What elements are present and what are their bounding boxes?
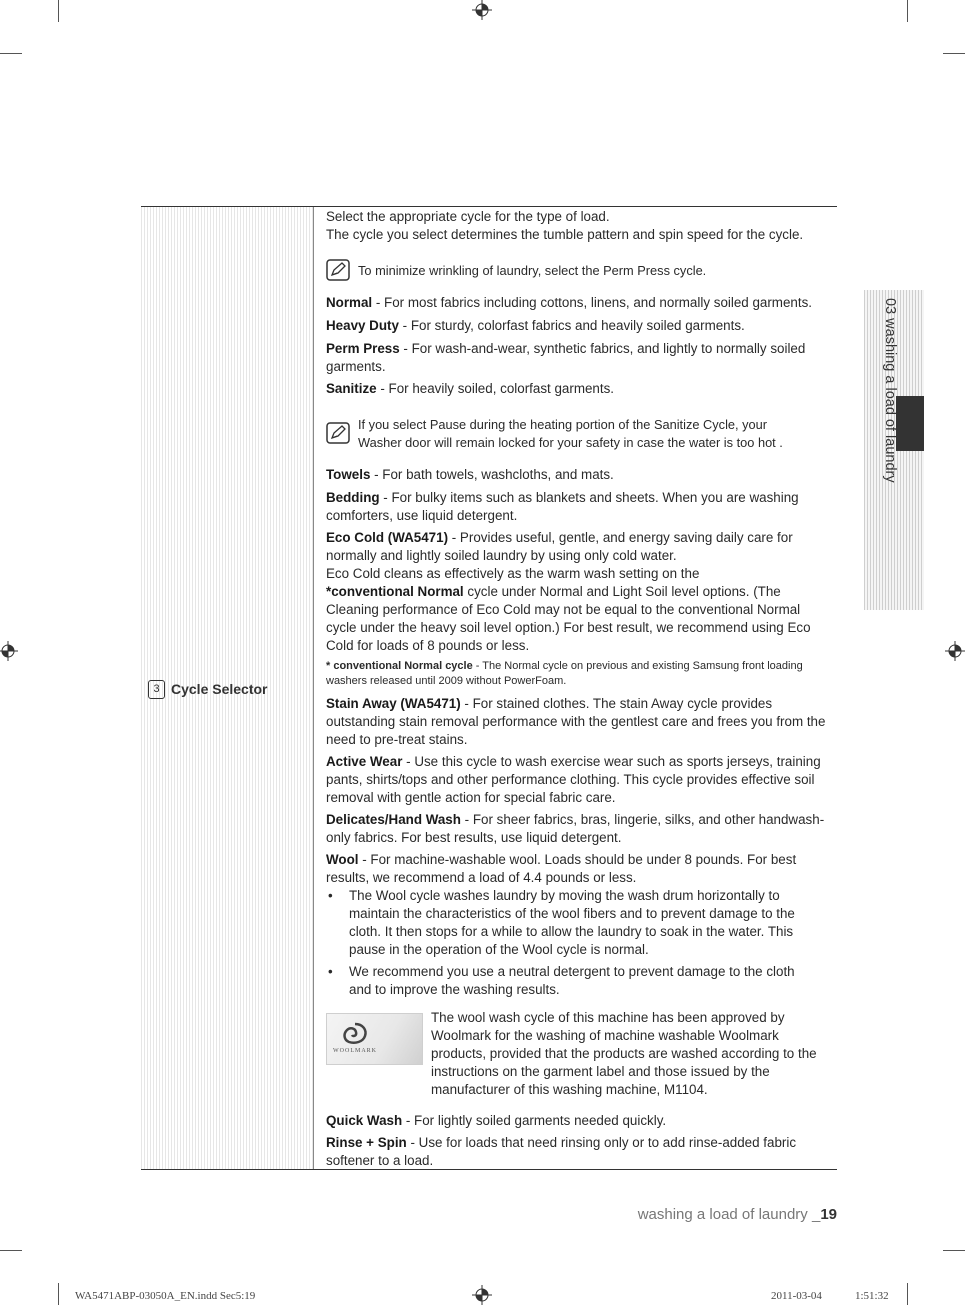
list-item: [328, 963, 818, 1001]
wool-bullet-2: We recommend you use a neutral detergent to prevent damage to the cloth and to improve the washing results.: [349, 964, 795, 997]
note-sanitize-pause: If you select Pause during the heating portion of the Sanitize Cycle, your Washer door will remain locked for your safety in case the water is too hot .: [358, 417, 783, 450]
note-perm-press: To minimize wrinkling of laundry, select the Perm Press cycle.: [358, 263, 707, 278]
section-heading: [148, 678, 268, 700]
bullet-icon: •: [328, 888, 333, 903]
print-slug-file: WA5471ABP-03050A_EN.indd Sec5:19: [75, 1290, 256, 1302]
footnote-conventional-normal: * conventional Normal cycle - The Normal cycle on previous and existing Samsung front loading washers released until 2009 without PowerFoam.: [326, 660, 803, 687]
crop-mark: [58, 1283, 59, 1305]
registration-mark-icon: [472, 0, 492, 20]
crop-mark: [0, 1250, 22, 1251]
section-title: Cycle Selector: [171, 681, 268, 697]
registration-mark-icon: [472, 1285, 492, 1305]
eco-cold-detail: Eco Cold cleans as effectively as the warm wash setting on the *conventional Normal cycle under Normal and Light Soil level options. (The Cleaning performance of Eco Cold may not be equal to the conventional Normal cycle under the heavy soil level option.) For best result, we recommend using Eco Cold for loads of 8 pounds or less.: [326, 566, 811, 653]
cycle-sanitize: Sanitize - For heavily soiled, colorfast garments.: [326, 381, 615, 396]
cycle-towels: Towels - For bath towels, washcloths, and mats.: [326, 467, 614, 482]
bullet-icon: •: [328, 964, 333, 979]
cycle-stain-away: Stain Away (WA5471) - For stained clothes. The stain Away cycle provides outstanding stain removal performance with the gentlest care and frees you from the need to pre-treat stains.: [326, 696, 826, 747]
cycle-heavy-duty: Heavy Duty - For sturdy, colorfast fabrics and heavily soiled garments.: [326, 318, 745, 333]
crop-mark: [943, 53, 965, 54]
page-footer: washing a load of laundry _19: [637, 1206, 837, 1223]
woolmark-logo: [326, 1013, 423, 1065]
note-pencil-icon: [326, 422, 350, 444]
crop-mark: [907, 0, 908, 22]
cycle-wool: Wool - For machine-washable wool. Loads should be under 8 pounds. For best results, we recommend a load of 4.4 pounds or less.: [326, 852, 797, 885]
registration-mark-icon: [0, 641, 18, 661]
chapter-tab-label: 03 washing a load of laundry: [882, 298, 898, 483]
crop-mark: [907, 1283, 908, 1305]
cycle-delicates: Delicates/Hand Wash - For sheer fabrics, bras, lingerie, silks, and other handwash-only fabrics. For best results, use liquid detergent.: [326, 812, 825, 845]
section-number: 3: [148, 680, 165, 699]
print-slug-time: 1:51:32: [855, 1290, 889, 1302]
note-pencil-icon: [326, 259, 350, 281]
page-number: 19: [820, 1206, 837, 1223]
crop-mark: [0, 53, 22, 54]
registration-mark-icon: [945, 641, 965, 661]
cycle-eco-cold: Eco Cold (WA5471) - Provides useful, gentle, and energy saving daily care for normally and lightly soiled laundry by using only cold water.: [326, 530, 793, 563]
list-item: [328, 887, 818, 961]
cycle-quick-wash: Quick Wash - For lightly soiled garments needed quickly.: [326, 1113, 667, 1128]
cycle-bedding: Bedding - For bulky items such as blankets and sheets. When you are washing comforters, use liquid detergent.: [326, 490, 799, 523]
cycle-rinse-spin: Rinse + Spin - Use for loads that need rinsing only or to add rinse-added fabric softener to a load.: [326, 1135, 797, 1168]
cycle-perm-press: Perm Press - For wash-and-wear, synthetic fabrics, and lightly to normally soiled garments.: [326, 341, 806, 374]
crop-mark: [943, 1250, 965, 1251]
print-slug-date: 2011-03-04: [771, 1290, 822, 1302]
woolmark-logo-text: WOOLMARK: [333, 1048, 377, 1054]
woolmark-note: The wool wash cycle of this machine has been approved by Woolmark for the washing of machine washable Woolmark products, provided that the products are washed according to the instructions on the garment label and those issued by the manufacturer of this washing machine, M1104.: [431, 1010, 817, 1097]
intro-line-2: The cycle you select determines the tumble pattern and spin speed for the cycle.: [326, 227, 804, 242]
cycle-normal: Normal - For most fabrics including cottons, linens, and normally soiled garments.: [326, 295, 812, 310]
woolmark-icon: [341, 1022, 369, 1046]
wool-bullet-1: The Wool cycle washes laundry by moving the wash drum horizontally to maintain the characteristics of the wool fibers and to prevent damage to the cloth. It then stops for a while to allow the laundry to soak in the water. This pause in the operation of the Wool cycle is normal.: [349, 888, 795, 957]
cycle-active-wear: Active Wear - Use this cycle to wash exercise wear such as sports jerseys, training pants, shirts/tops and other performance clothing. This cycle provides effective soil removal with gentle action for special fabric care.: [326, 754, 821, 805]
intro-line-1: Select the appropriate cycle for the type of load.: [326, 209, 610, 224]
chapter-tab-marker: [896, 396, 924, 451]
crop-mark: [58, 0, 59, 22]
table-top-rule: [141, 206, 837, 207]
